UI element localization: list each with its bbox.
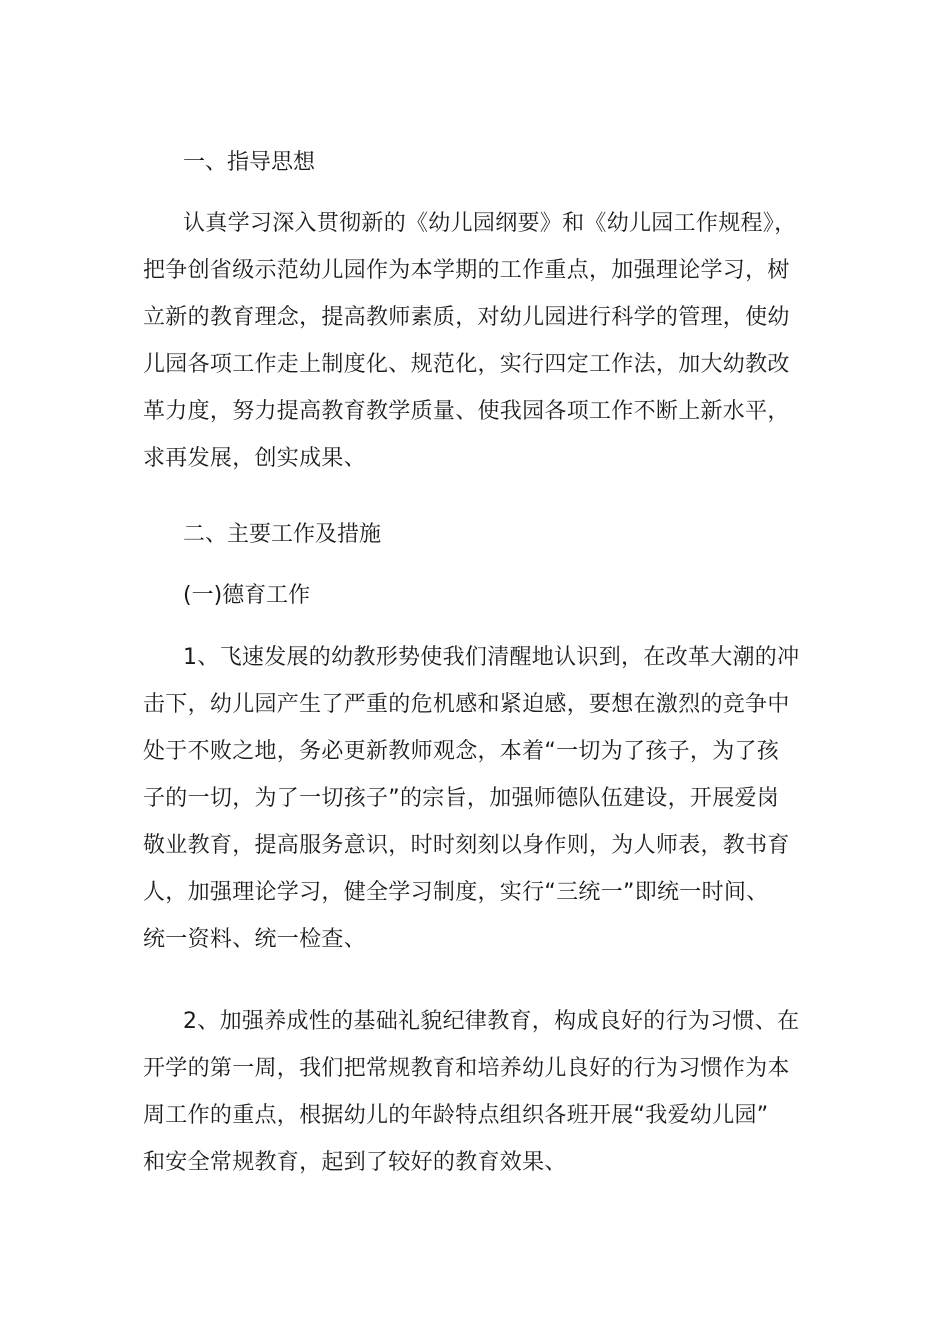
paragraph-line: 2、加强养成性的基础礼貌纪律教育，构成良好的行为习惯、在 <box>183 1009 800 1034</box>
paragraph-item-1 <box>143 634 807 963</box>
paragraph-line: 开学的第一周，我们把常规教育和培养幼儿良好的行为习惯作为本 <box>143 1056 790 1081</box>
paragraph-line: 把争创省级示范幼儿园作为本学期的工作重点，加强理论学习，树 <box>143 258 790 283</box>
paragraph-line: 处于不败之地，务必更新教师观念，本着“一切为了孩子，为了孩 <box>143 739 780 764</box>
section-heading-main-work: 二、主要工作及措施 <box>183 522 382 547</box>
paragraph-line: 周工作的重点，根据幼儿的年龄特点组织各班开展“我爱幼儿园” <box>143 1103 769 1128</box>
paragraph-line: 革力度，努力提高教育教学质量、使我园各项工作不断上新水平， <box>143 399 790 424</box>
paragraph-guiding-ideology <box>143 200 807 482</box>
paragraph-line: 人，加强理论学习，健全学习制度，实行“三统一”即统一时间、 <box>143 880 769 905</box>
paragraph-line: 立新的教育理念，提高教师素质，对幼儿园进行科学的管理，使幼 <box>143 305 790 330</box>
paragraph-line: 击下，幼儿园产生了严重的危机感和紧迫感，要想在激烈的竞争中 <box>143 692 790 717</box>
paragraph-line: 和安全常规教育，起到了较好的教育效果、 <box>143 1150 567 1175</box>
paragraph-line: 统一资料、统一检查、 <box>143 927 367 952</box>
paragraph-line: 1、飞速发展的幼教形势使我们清醒地认识到，在改革大潮的冲 <box>183 645 800 670</box>
paragraph-item-2 <box>143 998 807 1186</box>
paragraph-line: 认真学习深入贯彻新的《幼儿园纲要》和《幼儿园工作规程》， <box>183 211 797 236</box>
paragraph-line: 儿园各项工作走上制度化、规范化，实行四定工作法，加大幼教改 <box>143 352 790 377</box>
paragraph-line: 子的一切，为了一切孩子”的宗旨，加强师德队伍建设，开展爱岗 <box>143 786 780 811</box>
section-heading-guiding-ideology: 一、指导思想 <box>183 150 316 175</box>
paragraph-line: 求再发展，创实成果、 <box>143 446 367 471</box>
paragraph-line: 敬业教育，提高服务意识，时时刻刻以身作则，为人师表，教书育 <box>143 833 790 858</box>
sub-heading-moral-education: (一)德育工作 <box>183 583 311 608</box>
